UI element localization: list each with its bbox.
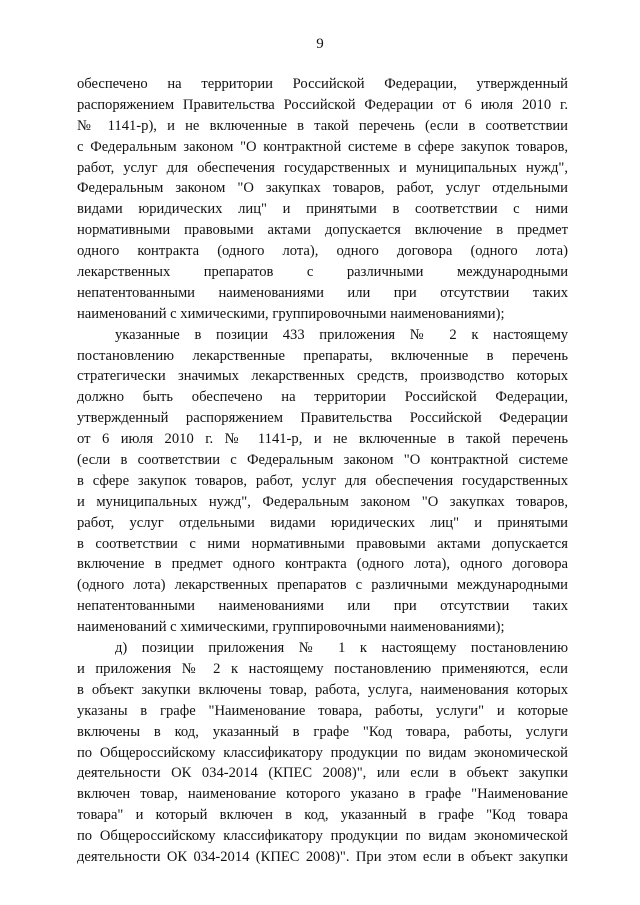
text-line: работ, услуг для обеспечения государственных и муниципальных нужд", xyxy=(77,159,568,176)
text-line: Федеральным законом "О закупках товаров, работ, услуг отдельными xyxy=(77,180,568,197)
text-line: (одного лота) лекарственных препаратов с различными международными xyxy=(77,577,568,594)
text-line: включены в код, указанный в графе "Код товара, работы, услуги xyxy=(77,723,568,740)
text-line: наименований с химическими, группировочными наименованиями); xyxy=(77,305,505,322)
text-line: по Общероссийскому классификатору продукции по видам экономической xyxy=(77,828,568,845)
text-line: и муниципальных нужд", Федеральным законом "О закупках товаров, xyxy=(77,493,568,510)
text-line: непатентованными наименованиями или при отсутствии таких xyxy=(77,598,568,615)
text-line: с Федеральным законом "О контрактной системе в сфере закупок товаров, xyxy=(77,138,568,155)
page-number: 9 xyxy=(316,36,324,52)
text-line: от 6 июля 2010 г. № 1141-р, и не включенные в такой перечень xyxy=(77,431,568,448)
text-line: в сфере закупок товаров, работ, услуг для обеспечения государственных xyxy=(77,472,568,489)
text-line: обеспечено на территории Российской Федерации, утвержденный xyxy=(77,76,568,92)
text-line: видами юридических лиц" и принятыми в соответствии с ними xyxy=(77,201,568,218)
text-line: в соответствии с ними нормативными правовыми актами допускается xyxy=(77,535,568,552)
text-line: деятельности ОК 034-2014 (КПЕС 2008)". При этом если в объект закупки xyxy=(77,848,568,865)
text-line: лекарственных препаратов с различными международными xyxy=(77,264,568,281)
text-line: товара" и который включен в код, указанный в графе "Код товара xyxy=(77,807,568,824)
text-line: должно быть обеспечено на территории Российской Федерации, xyxy=(77,389,568,406)
text-line: нормативными правовыми актами допускается включение в предмет xyxy=(77,222,568,239)
document-body xyxy=(77,74,568,868)
text-line: непатентованными наименованиями или при отсутствии таких xyxy=(77,284,568,301)
text-line: деятельности ОК 034-2014 (КПЕС 2008)", или если в объект закупки xyxy=(77,765,568,782)
text-line: № 1141-р), и не включенные в такой перечень (если в соответствии xyxy=(77,117,568,134)
text-line: утвержденный распоряжением Правительства Российской Федерации xyxy=(77,410,568,427)
text-line: стратегически значимых лекарственных средств, производство которых xyxy=(77,368,568,385)
text-line: в объект закупки включены товар, работа, услуга, наименования которых xyxy=(77,681,568,698)
text-line: указанные в позиции 433 приложения № 2 к настоящему xyxy=(115,326,568,343)
text-line: указаны в графе "Наименование товара, работы, услуги" и которые xyxy=(77,702,568,719)
text-line: распоряжением Правительства Российской Федерации от 6 июля 2010 г. xyxy=(77,96,568,113)
text-line: наименований с химическими, группировочными наименованиями); xyxy=(77,619,505,636)
text-line: включен товар, наименование которого указано в графе "Наименование xyxy=(77,786,568,803)
text-line: д) позиции приложения № 1 к настоящему постановлению xyxy=(115,640,568,657)
text-line: работ, услуг отдельными видами юридических лиц" и принятыми xyxy=(77,514,568,531)
text-line: включение в предмет одного контракта (одного лота), одного договора xyxy=(77,556,568,573)
text-line: и приложения № 2 к настоящему постановлению применяются, если xyxy=(77,660,568,677)
text-line: (если в соответствии с Федеральным законом "О контрактной системе xyxy=(77,452,568,469)
text-line: одного контракта (одного лота), одного договора (одного лота) xyxy=(77,243,568,260)
text-line: постановлению лекарственные препараты, включенные в перечень xyxy=(77,347,568,364)
text-line: по Общероссийскому классификатору продукции по видам экономической xyxy=(77,744,568,761)
